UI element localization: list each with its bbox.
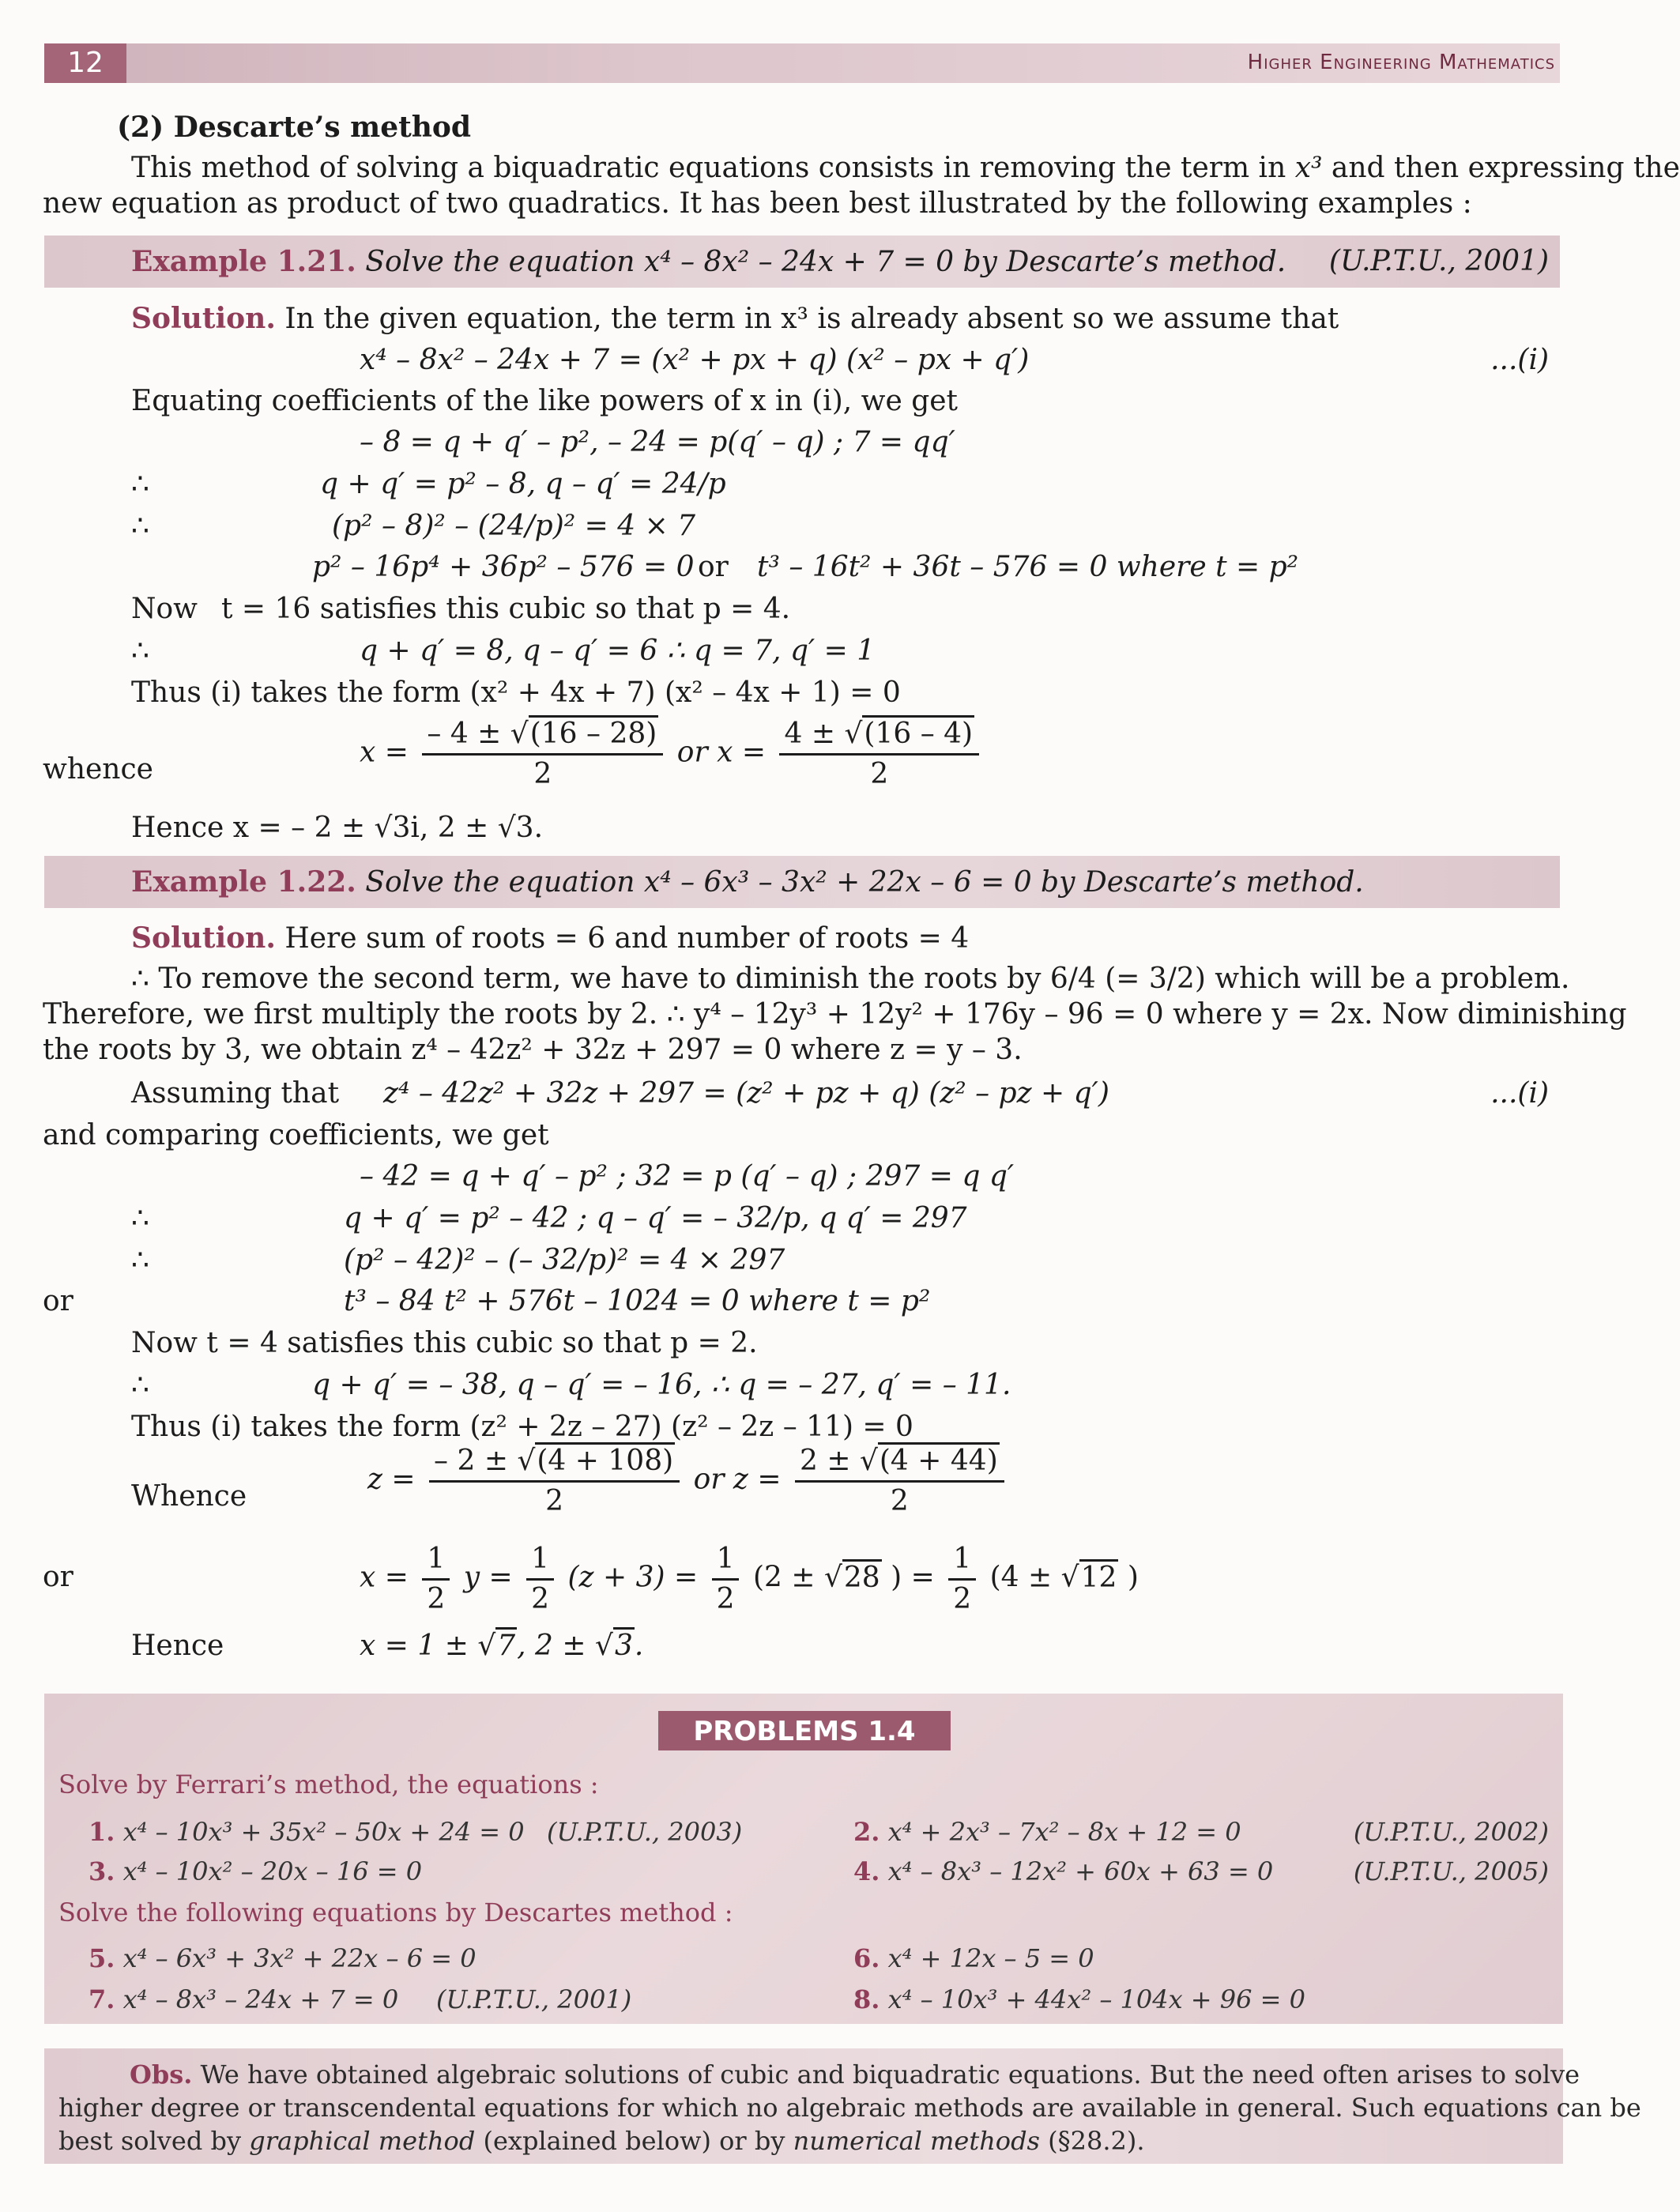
ex2-therefore-2: ∴ xyxy=(131,1244,149,1276)
intro-text-end: and then expressing the xyxy=(1331,152,1680,184)
solution-text: In the given equation, the term in x³ is already absent so we assume that xyxy=(284,303,1339,335)
problem-item: 3. x⁴ – 10x² – 20x – 16 = 0 xyxy=(89,1856,423,1886)
problem-item: 8. x⁴ – 10x³ + 44x² – 104x + 96 = 0 xyxy=(853,1984,1305,2014)
ex1-now: Now xyxy=(131,593,198,625)
ex1-eq5b: t³ – 16t² + 36t – 576 = 0 where t = p² xyxy=(757,551,1299,583)
solution-text: Here sum of roots = 6 and number of roots = 4 xyxy=(284,922,970,955)
ex2-eq5: t³ – 84 t² + 576t – 1024 = 0 where t = p² xyxy=(344,1285,931,1317)
problems-instruction-2: Solve the following equations by Descartes method : xyxy=(58,1897,733,1927)
ex1-therefore-3: ∴ xyxy=(131,635,149,667)
ex1-eq1: x⁴ – 8x² – 24x + 7 = (x² + px + q) (x² – px + q′) xyxy=(360,344,1030,376)
ex2-or-z: or z = xyxy=(693,1463,782,1496)
ex2-assuming: Assuming that xyxy=(131,1077,340,1110)
example-1-label: Example 1.21. xyxy=(131,245,356,278)
ex2-or-2: or xyxy=(43,1561,73,1593)
ex2-eq3: q + q′ = p² – 42 ; q – q′ = – 32/p, q q′ = 297 xyxy=(344,1202,967,1234)
ex1-fraction-2: $\frac{4 \pm √(16 - 4)}{2}$ xyxy=(779,715,979,793)
ex1-solution-fractions xyxy=(360,715,984,793)
page-number: 12 xyxy=(67,47,104,79)
running-title: Higher Engineering Mathematics xyxy=(1247,51,1555,74)
intro-x3: x³ xyxy=(1294,152,1323,184)
obs-label: Obs. xyxy=(130,2059,193,2090)
ex2-hence: Hence xyxy=(131,1630,224,1662)
ex1-therefore-1: ∴ xyxy=(131,468,149,500)
ex1-equating: Equating coefficients of the like powers of x in (i), we get xyxy=(131,385,959,417)
problem-item: 5. x⁴ – 6x³ + 3x² + 22x – 6 = 0 xyxy=(89,1943,477,1973)
problem-source: (U.P.T.U., 2002) xyxy=(1353,1817,1549,1847)
ex2-whence: Whence xyxy=(131,1480,247,1513)
ex1-eq3: q + q′ = p² – 8, q – q′ = 24/p xyxy=(320,468,726,500)
ex2-comparing: and comparing coefficients, we get xyxy=(43,1119,549,1151)
ex1-x-eq: x = xyxy=(360,736,409,769)
problem-source: (U.P.T.U., 2003) xyxy=(547,1817,743,1847)
obs-text-1: We have obtained algebraic solutions of cubic and biquadratic equations. But the need often arises to solve xyxy=(200,2059,1580,2090)
example-1-solution xyxy=(131,300,1339,337)
ex1-now-text: t = 16 satisfies this cubic so that p = 4. xyxy=(221,593,791,625)
ex2-now: Now t = 4 satisfies this cubic so that p = 2. xyxy=(131,1327,758,1359)
ex1-eq5a: p² – 16p⁴ + 36p² – 576 = 0 xyxy=(312,551,695,583)
obs-line-3: best solved by graphical method (explained below) or by numerical methods (§28.2). xyxy=(58,2126,1145,2156)
problem-source: (U.P.T.U., 2001) xyxy=(436,1984,632,2014)
solution-label: Solution. xyxy=(131,921,276,955)
ex1-whence: whence xyxy=(43,753,153,786)
problems-title: PROBLEMS 1.4 xyxy=(693,1716,916,1747)
ex2-eq1-tag: ...(i) xyxy=(1490,1077,1549,1110)
ex1-eq4: (p² – 8)² – (24/p)² = 4 × 7 xyxy=(332,510,696,542)
example-1-source: (U.P.T.U., 2001) xyxy=(1328,245,1549,277)
ex1-therefore-2: ∴ xyxy=(131,510,149,542)
example-2-statement: Solve the equation x⁴ – 6x³ – 3x² + 22x – 6 = 0 by Descarte’s method. xyxy=(365,866,1364,899)
ex2-therefore-3: ∴ xyxy=(131,1369,149,1401)
ex2-eq2: – 42 = q + q′ – p² ; 32 = p (q′ – q) ; 297 = q q′ xyxy=(360,1160,1015,1193)
ex2-eq1: z⁴ – 42z² + 32z + 297 = (z² + pz + q) (z² – pz + q′) xyxy=(383,1077,1109,1110)
problem-item: 4. x⁴ – 8x³ – 12x² + 60x + 63 = 0 xyxy=(853,1856,1274,1886)
intro-text: This method of solving a biquadratic equations consists in removing the term in xyxy=(131,152,1286,184)
ex1-eq1-tag: ...(i) xyxy=(1490,344,1549,376)
problem-item: 7. x⁴ – 8x³ – 24x + 7 = 0 xyxy=(89,1984,399,2014)
problem-item: 6. x⁴ + 12x – 5 = 0 xyxy=(853,1943,1094,1973)
example-2-solution xyxy=(131,920,969,957)
ex2-para-1: ∴ To remove the second term, we have to diminish the roots by 6/4 (= 3/2) which will be a problem. xyxy=(131,963,1570,995)
ex1-fraction-1: $\frac{- 4 \pm √(16 - 28)}{2}$ xyxy=(422,715,663,793)
obs-line-1 xyxy=(130,2058,1580,2091)
ex2-thus: Thus (i) takes the form (z² + 2z – 27) (z² – 2z – 11) = 0 xyxy=(131,1411,913,1443)
ex2-fraction-1: $\frac{- 2 \pm √(4 + 108)}{2}$ xyxy=(429,1442,680,1521)
ex2-or-1: or xyxy=(43,1285,73,1317)
example-2-heading xyxy=(131,864,1364,901)
ex2-fraction-2: $\frac{2 \pm √(4 + 44)}{2}$ xyxy=(795,1442,1004,1521)
problems-instruction-1: Solve by Ferrari’s method, the equations : xyxy=(58,1769,599,1799)
ex2-eq4: (p² – 42)² – (– 32/p)² = 4 × 297 xyxy=(344,1244,785,1276)
example-1-heading xyxy=(131,243,1286,281)
problem-source: (U.P.T.U., 2005) xyxy=(1353,1856,1549,1886)
ex2-para-2: Therefore, we first multiply the roots by 2. ∴ y⁴ – 12y³ + 12y² + 176y – 96 = 0 where y = 2x. Now diminishing xyxy=(43,998,1627,1031)
ex2-solution-fractions xyxy=(367,1442,1009,1521)
ex2-final: x = 1 ± √7, 2 ± √3. xyxy=(360,1628,643,1664)
solution-label: Solution. xyxy=(131,302,276,335)
ex2-therefore-1: ∴ xyxy=(131,1202,149,1234)
example-1-statement: Solve the equation x⁴ – 8x² – 24x + 7 = 0 by Descarte’s method. xyxy=(365,246,1286,278)
problem-item: 1. x⁴ – 10x³ + 35x² – 50x + 24 = 0 xyxy=(89,1817,525,1847)
obs-line-2: higher degree or transcendental equations for which no algebraic methods are available in general. Such equations can be xyxy=(58,2093,1641,2123)
ex2-eq6: q + q′ = – 38, q – q′ = – 16, ∴ q = – 27, q′ = – 11. xyxy=(312,1369,1011,1401)
ex1-thus: Thus (i) takes the form (x² + 4x + 7) (x² – 4x + 1) = 0 xyxy=(131,676,901,709)
section-heading: (2) Descarte’s method xyxy=(117,111,472,144)
ex2-x-line: x = $\frac{1}{2}$ y = $\frac{1}{2}$ (z + 3) = $\frac{1}{2}$ (2 ± √28 ) = $\frac{1}{2}$ (4 ± √12 ) xyxy=(360,1540,1139,1618)
ex2-z-eq: z = xyxy=(367,1463,416,1496)
ex1-hence: Hence x = – 2 ± √3i, 2 ± √3. xyxy=(131,812,544,844)
ex2-para-3: the roots by 3, we obtain z⁴ – 42z² + 32z + 297 = 0 where z = y – 3. xyxy=(43,1034,1023,1066)
ex1-eq6: q + q′ = 8, q – q′ = 6 ∴ q = 7, q′ = 1 xyxy=(360,635,876,667)
ex1-eq2: – 8 = q + q′ – p², – 24 = p(q′ – q) ; 7 = qq′ xyxy=(360,426,955,458)
ex1-eq5-or: or xyxy=(698,551,729,583)
ex1-or-x: or x = xyxy=(676,736,767,769)
example-2-label: Example 1.22. xyxy=(131,865,356,899)
intro-line-2: new equation as product of two quadratics. It has been best illustrated by the following examples : xyxy=(43,187,1472,220)
problem-item: 2. x⁴ + 2x³ – 7x² – 8x + 12 = 0 xyxy=(853,1817,1241,1847)
intro-line-1 xyxy=(131,150,1680,187)
